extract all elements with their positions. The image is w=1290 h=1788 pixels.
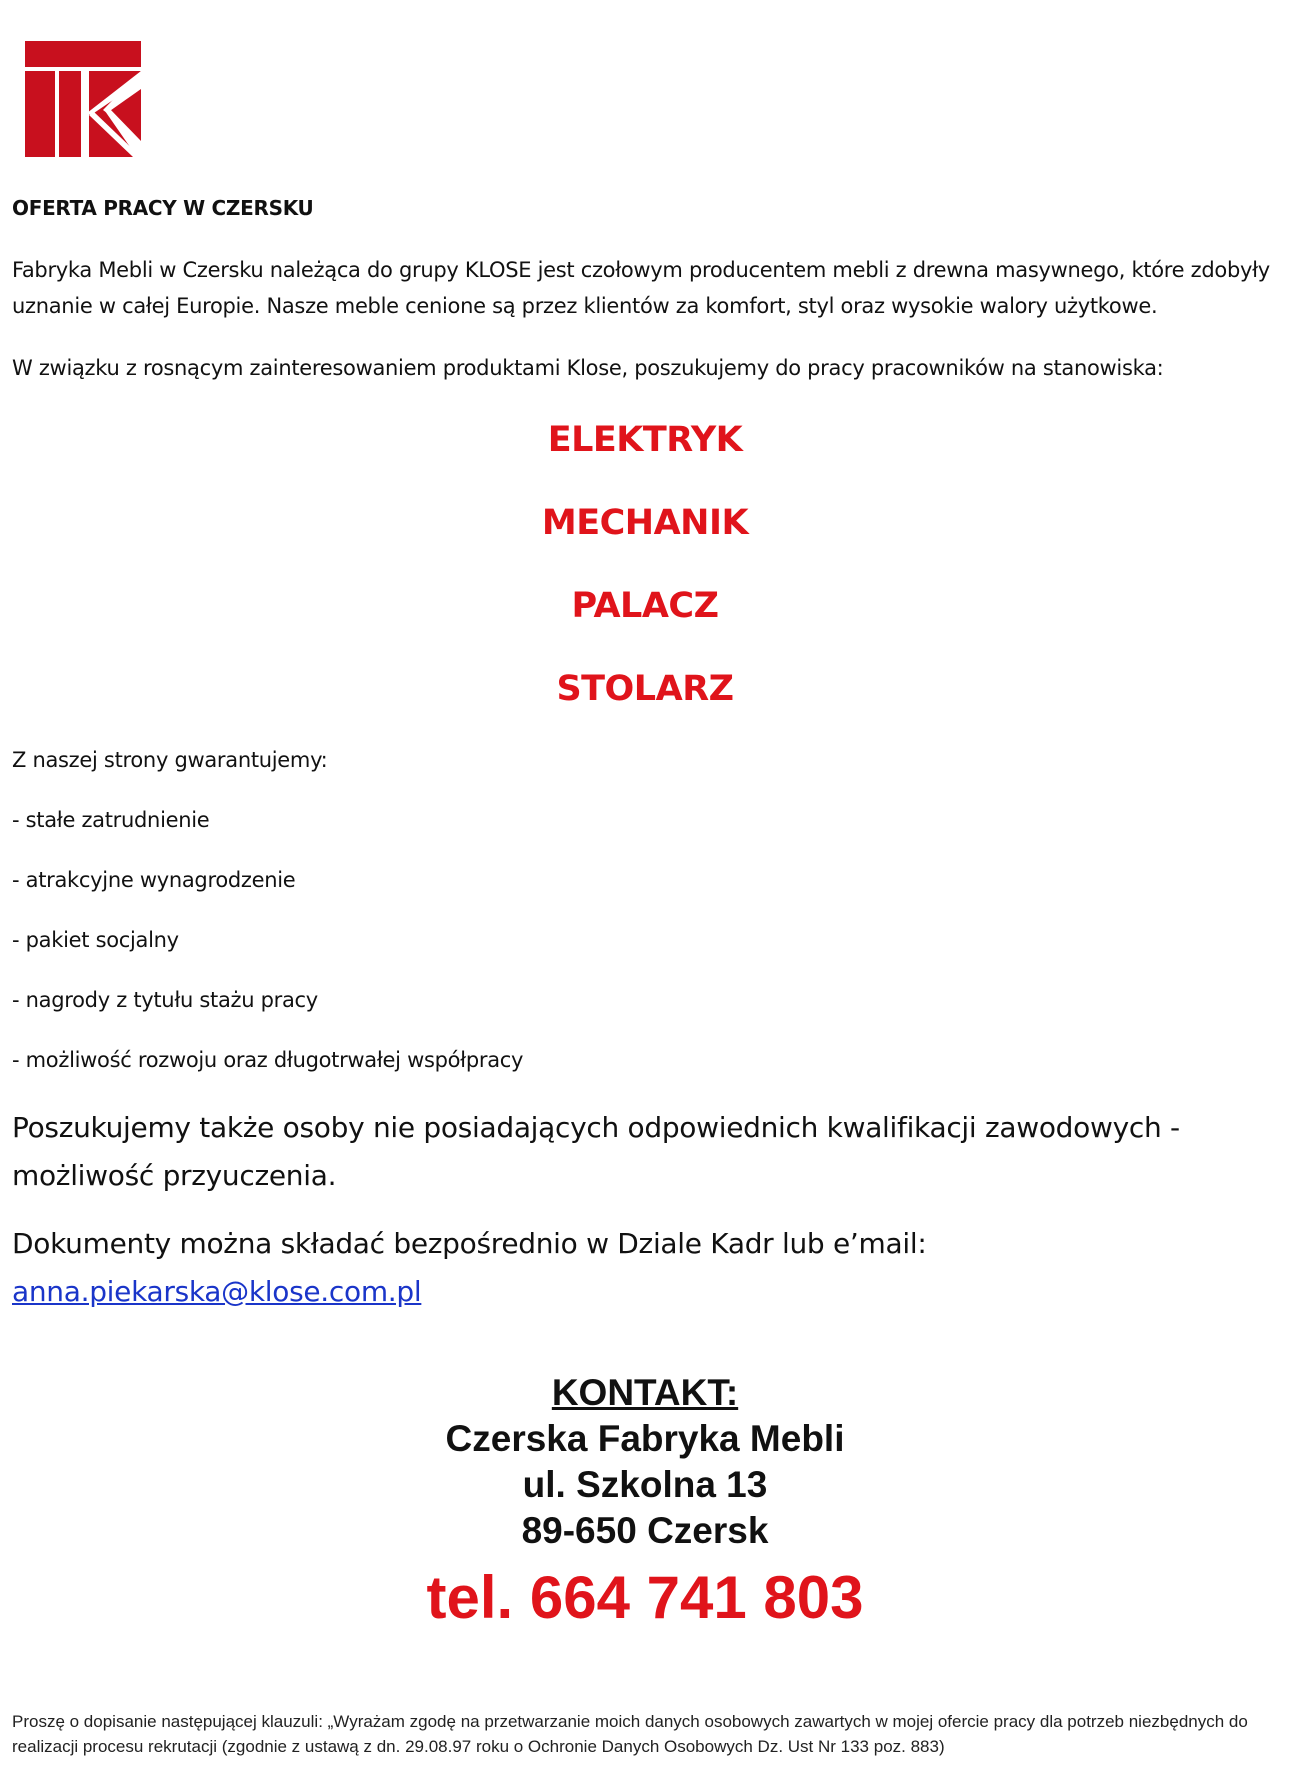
position-title: ELEKTRYK — [547, 420, 743, 460]
company-name: Czerska Fabryka Mebli — [445, 1418, 845, 1459]
position-title: STOLARZ — [556, 669, 734, 709]
street-address: ul. Szkolna 13 — [522, 1464, 768, 1505]
benefits-section — [12, 745, 523, 1105]
email-link[interactable]: anna.piekarska@klose.com.pl — [12, 1275, 422, 1308]
documents-info — [12, 1220, 1272, 1316]
contact-block — [0, 1370, 1290, 1638]
gdpr-clause: Proszę o dopisanie następującej klauzuli: „Wyrażam zgodę na przetwarzanie moich danych osobowych zawartych w mojej ofercie pracy dla potrzeb niezbędnych do realizacji procesu rekrutacji (zgodnie z ustawą z dn. 29.08.97 roku o Ochronie Danych Osobowych Dz. Ust Nr 133 poz. 883) — [12, 1712, 1248, 1756]
phone-number: tel. 664 741 803 — [426, 1564, 864, 1631]
position-title: PALACZ — [571, 586, 719, 626]
company-intro: Fabryka Mebli w Czersku należąca do grupy KLOSE jest czołowym producentem mebli z drewna masywnego, które zdobyły uznanie w całej Europie. Nasze meble cenione są przez klientów za komfort, styl oraz wysokie walory użytkowe. — [12, 258, 1270, 318]
benefit-item: - pakiet socjalny — [12, 928, 179, 952]
guarantee-intro: Z naszej strony gwarantujemy: — [12, 748, 328, 772]
documents-text: Dokumenty można składać bezpośrednio w Dziale Kadr lub e’mail: — [12, 1227, 927, 1260]
positions-intro: W związku z rosnącym zainteresowaniem produktami Klose, poszukujemy do pracy pracowników na stanowiska: — [12, 356, 1164, 380]
benefit-item: - stałe zatrudnienie — [12, 808, 210, 832]
position-title: MECHANIK — [541, 503, 749, 543]
positions-list — [0, 410, 1290, 742]
benefit-item: - nagrody z tytułu stażu pracy — [12, 988, 318, 1012]
benefit-item: - atrakcyjne wynagrodzenie — [12, 868, 296, 892]
city-address: 89-650 Czersk — [521, 1510, 769, 1551]
unqualified-notice: Poszukujemy także osoby nie posiadających odpowiednich kwalifikacji zawodowych - możliwość przyuczenia. — [12, 1111, 1180, 1192]
page-title: OFERTA PRACY W CZERSKU — [12, 196, 314, 220]
benefit-item: - możliwość rozwoju oraz długotrwałej współpracy — [12, 1048, 524, 1072]
contact-label: KONTAKT: — [551, 1372, 739, 1413]
klose-logo-icon — [25, 41, 141, 157]
